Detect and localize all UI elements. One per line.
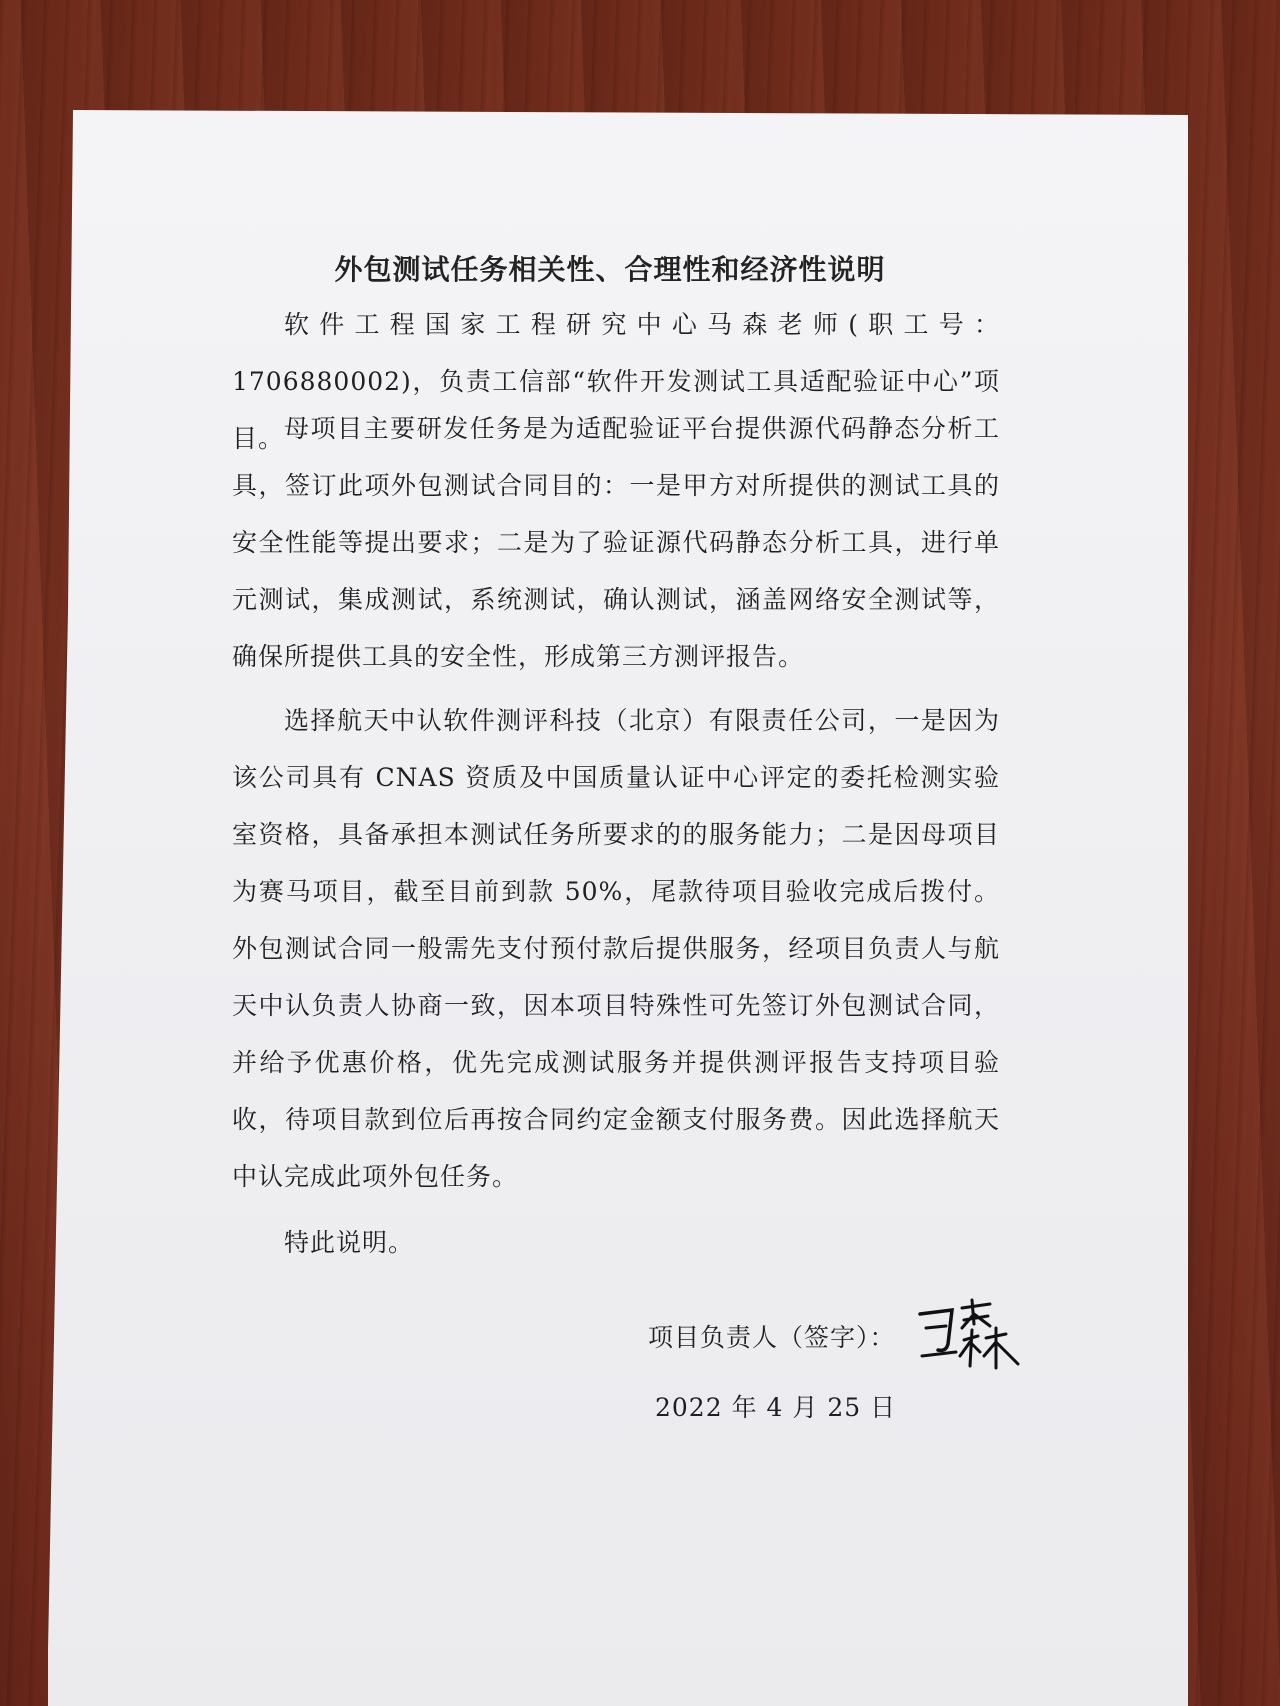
handwritten-signature <box>912 1294 1032 1374</box>
paragraph-intro: 软件工程国家工程研究中心马森老师(职工号：1706880002)，负责工信部“软件开发测试工具适配验证中心”项目。 <box>232 310 1000 453</box>
paragraph-vendor: 选择航天中认软件测评科技（北京）有限责任公司，一是因为该公司具有 CNAS 资质及中国质量认证中心评定的委托检测实验室资格，具备承担本测试任务所要求的的服务能力；二是因母项目为赛马项目，截至目前到款 50%，尾款待项目验收完成后拨付。外包测试合同一般需先支付预付款后提供服务，经项目负责人与航天中认负责人协商一致，因本项目特殊性可先签订外包测试合同，并给予优惠价格，优先完成测试服务并提供测评报告支持项目验收，待项目款到位后再按合同约定金额支付服务费。因此选择航天中认完成此项外包任务。 <box>232 706 1000 1191</box>
paragraph-closing: 特此说明。 <box>284 1228 415 1257</box>
paragraph-task: 母项目主要研发任务是为适配验证平台提供源代码静态分析工具，签订此项外包测试合同目的：一是甲方对所提供的测试工具的安全性能等提出要求；二是为了验证源代码静态分析工具，进行单元测试，集成测试，系统测试，确认测试，涵盖网络安全测试等，确保所提供工具的安全性，形成第三方测评报告。 <box>232 414 1000 671</box>
signature-label: 项目负责人（签字）： <box>648 1323 896 1352</box>
date-line: 2022 年 4 月 25 日 <box>655 1393 897 1422</box>
document-title: 外包测试任务相关性、合理性和经济性说明 <box>334 253 886 286</box>
